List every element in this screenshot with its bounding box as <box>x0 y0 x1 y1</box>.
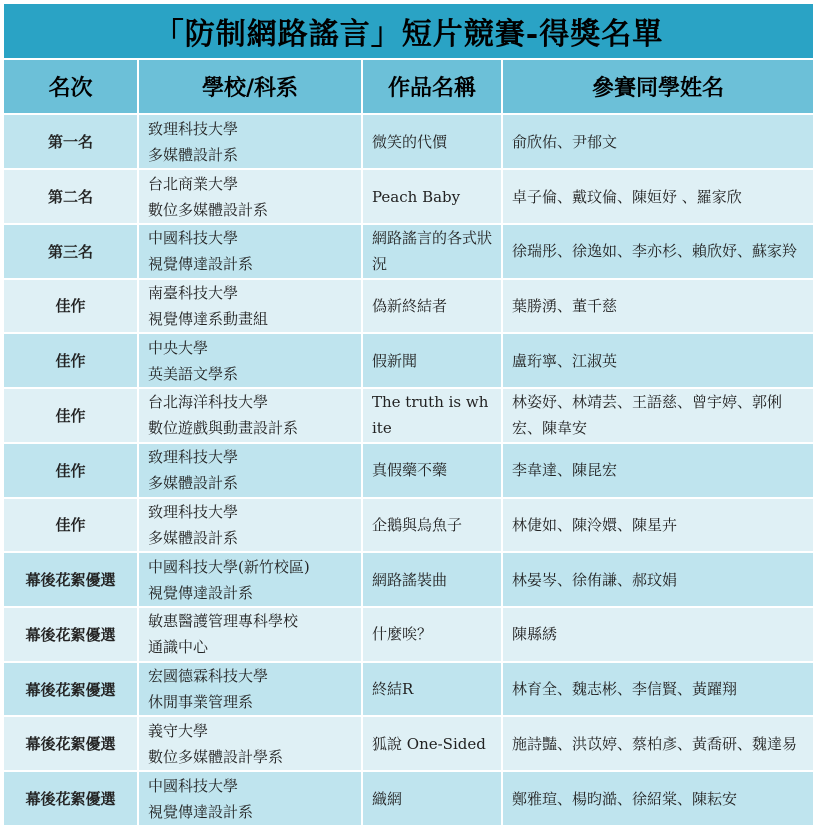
work-title: 假新聞 <box>372 351 418 370</box>
students-cell <box>502 771 814 826</box>
school-cell <box>138 443 362 498</box>
school-name: 中國科技大學(新竹校區) <box>148 557 310 576</box>
school-cell <box>138 498 362 553</box>
work-cell <box>362 388 502 443</box>
student-names: 李韋達、陳昆宏 <box>512 461 618 480</box>
school-cell <box>138 771 362 826</box>
award-list-table <box>2 2 815 827</box>
table-row <box>3 552 814 607</box>
table-row <box>3 333 814 388</box>
school-name: 致理科技大學 <box>148 119 239 138</box>
work-cell <box>362 716 502 771</box>
work-title: 網路謠裝曲 <box>372 570 448 589</box>
school-cell <box>138 716 362 771</box>
table-row <box>3 662 814 717</box>
school-name: 台北商業大學 <box>148 174 239 193</box>
school-name: 台北海洋科技大學 <box>148 393 269 412</box>
students-cell <box>502 333 814 388</box>
department-name: 視覺傳達系動畫組 <box>148 309 269 328</box>
student-names: 盧珩寧、江淑英 <box>512 351 618 370</box>
student-names: 卓子倫、戴玟倫、陳姮妤 、羅家欣 <box>512 187 742 206</box>
work-cell <box>362 552 502 607</box>
table-row <box>3 169 814 224</box>
work-cell <box>362 498 502 553</box>
student-names: 徐瑞彤、徐逸如、李亦杉、賴欣妤、蘇家羚 <box>512 242 798 261</box>
rank-cell: 佳作 <box>3 279 138 334</box>
school-cell <box>138 388 362 443</box>
students-cell <box>502 279 814 334</box>
work-title: 真假藥不藥 <box>372 461 448 480</box>
work-cell <box>362 662 502 717</box>
school-name: 中央大學 <box>148 338 209 357</box>
students-cell <box>502 498 814 553</box>
work-title: 偽新終結者 <box>372 296 448 315</box>
student-names: 林倢如、陳泠嬛、陳星卉 <box>512 515 678 534</box>
rank-cell: 佳作 <box>3 443 138 498</box>
rank-cell: 佳作 <box>3 388 138 443</box>
students-cell <box>502 224 814 279</box>
school-cell <box>138 552 362 607</box>
work-cell <box>362 333 502 388</box>
work-cell <box>362 771 502 826</box>
header-work: 作品名稱 <box>362 59 502 115</box>
work-title: 終結R <box>372 680 414 699</box>
school-cell <box>138 114 362 169</box>
department-name: 數位遊戲與動畫設計系 <box>148 419 299 438</box>
school-cell <box>138 662 362 717</box>
work-title: 微笑的代價 <box>372 132 448 151</box>
work-title: 企鵝與烏魚子 <box>372 515 463 534</box>
school-cell <box>138 607 362 662</box>
students-cell <box>502 607 814 662</box>
students-cell <box>502 388 814 443</box>
school-name: 中國科技大學 <box>148 776 239 795</box>
student-names: 林育全、魏志彬、李信賢、黃躍翔 <box>512 680 738 699</box>
school-cell <box>138 224 362 279</box>
work-title: Peach Baby <box>372 187 461 206</box>
department-name: 多媒體設計系 <box>148 474 239 493</box>
department-name: 視覺傳達設計系 <box>148 802 254 821</box>
rank-cell: 佳作 <box>3 333 138 388</box>
work-cell <box>362 443 502 498</box>
student-names: 鄭雅瑄、楊昀澔、徐紹棠、陳耘安 <box>512 789 738 808</box>
school-name: 敏惠醫護管理專科學校 <box>148 612 299 631</box>
table-row <box>3 607 814 662</box>
rank-cell: 幕後花絮優選 <box>3 771 138 826</box>
header-row <box>3 59 814 115</box>
rank-cell: 第三名 <box>3 224 138 279</box>
school-name: 致理科技大學 <box>148 502 239 521</box>
department-name: 多媒體設計系 <box>148 145 239 164</box>
school-name: 義守大學 <box>148 721 209 740</box>
table-title: 「防制網路謠言」短片競賽-得獎名單 <box>3 3 814 59</box>
school-cell <box>138 169 362 224</box>
department-name: 英美語文學系 <box>148 364 239 383</box>
student-names: 陳縣綉 <box>512 625 558 644</box>
header-school: 學校/科系 <box>138 59 362 115</box>
work-cell <box>362 169 502 224</box>
school-name: 中國科技大學 <box>148 229 239 248</box>
rank-cell: 第一名 <box>3 114 138 169</box>
rank-cell: 幕後花絮優選 <box>3 662 138 717</box>
rank-cell: 幕後花絮優選 <box>3 607 138 662</box>
table-row <box>3 716 814 771</box>
table-row <box>3 498 814 553</box>
students-cell <box>502 443 814 498</box>
school-name: 南臺科技大學 <box>148 283 239 302</box>
student-names: 施詩豔、洪苡婷、蔡柏彥、黃喬研、魏達易 <box>512 734 798 753</box>
table-row <box>3 771 814 826</box>
school-cell <box>138 279 362 334</box>
work-cell <box>362 279 502 334</box>
students-cell <box>502 716 814 771</box>
award-list-table-frame <box>2 2 813 827</box>
table-row <box>3 114 814 169</box>
work-title: 什麼唉？ <box>372 625 433 644</box>
students-cell <box>502 114 814 169</box>
school-cell <box>138 333 362 388</box>
rank-cell: 佳作 <box>3 498 138 553</box>
header-students: 參賽同學姓名 <box>502 59 814 115</box>
department-name: 數位多媒體設計學系 <box>148 747 284 766</box>
work-title: 狐說 One-Sided <box>372 734 486 753</box>
department-name: 數位多媒體設計系 <box>148 200 269 219</box>
table-row <box>3 224 814 279</box>
department-name: 多媒體設計系 <box>148 528 239 547</box>
student-names: 葉勝湧、董千慈 <box>512 296 618 315</box>
header-rank: 名次 <box>3 59 138 115</box>
table-row <box>3 279 814 334</box>
rank-cell: 幕後花絮優選 <box>3 716 138 771</box>
rank-cell: 第二名 <box>3 169 138 224</box>
school-name: 致理科技大學 <box>148 448 239 467</box>
department-name: 通識中心 <box>148 638 209 657</box>
rank-cell: 幕後花絮優選 <box>3 552 138 607</box>
student-names: 林姿妤、林靖芸、王語慈、曾宇婷、郭俐宏、陳韋安 <box>512 393 783 438</box>
work-cell <box>362 114 502 169</box>
table-row <box>3 388 814 443</box>
department-name: 休閒事業管理系 <box>148 693 254 712</box>
school-name: 宏國德霖科技大學 <box>148 667 269 686</box>
work-title: 網路謠言的各式狀況 <box>372 229 493 274</box>
work-cell <box>362 607 502 662</box>
department-name: 視覺傳達設計系 <box>148 583 254 602</box>
student-names: 林晏岑、徐侑謙、郝玟娟 <box>512 570 678 589</box>
students-cell <box>502 662 814 717</box>
student-names: 俞欣佑、尹郁文 <box>512 132 618 151</box>
table-row <box>3 443 814 498</box>
work-title: 織網 <box>372 789 403 808</box>
students-cell <box>502 169 814 224</box>
title-row <box>3 3 814 59</box>
work-title: The truth is white <box>372 393 489 438</box>
work-cell <box>362 224 502 279</box>
department-name: 視覺傳達設計系 <box>148 255 254 274</box>
students-cell <box>502 552 814 607</box>
